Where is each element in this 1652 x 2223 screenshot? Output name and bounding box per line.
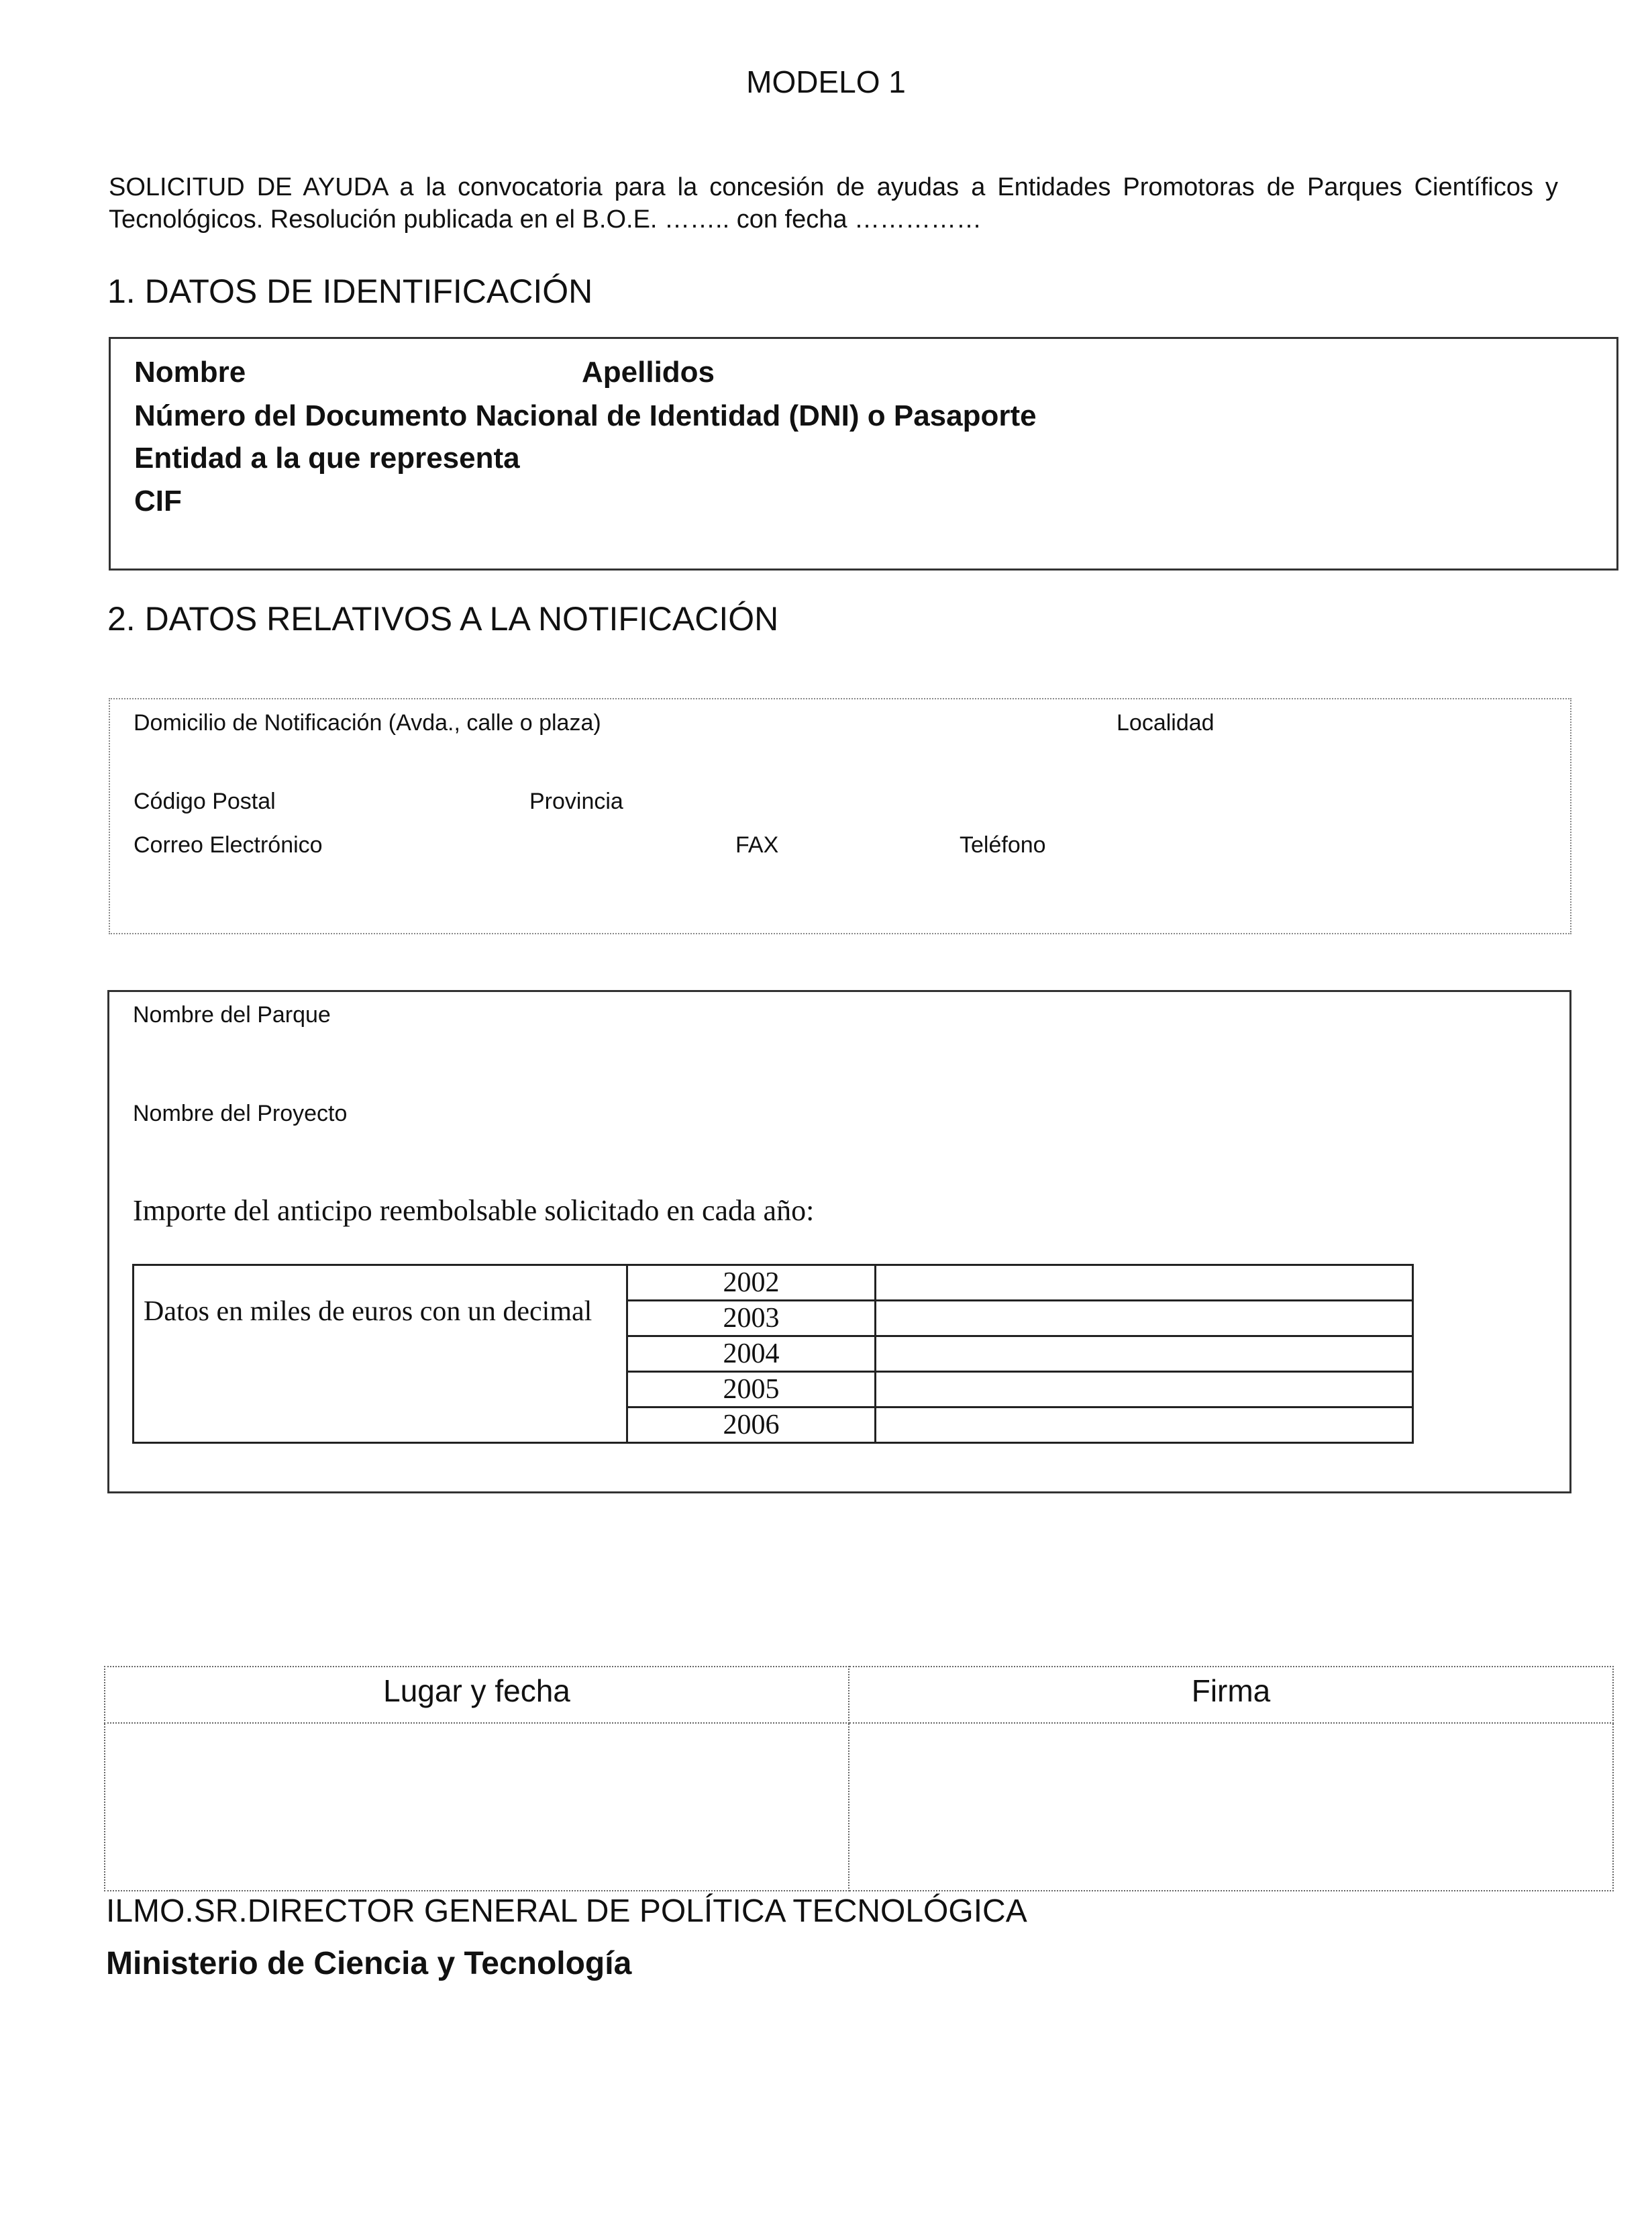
amount-cell[interactable] <box>876 1336 1413 1372</box>
table-description: Datos en miles de euros con un decimal <box>134 1265 627 1443</box>
document-title: MODELO 1 <box>746 64 906 99</box>
section-1-heading: 1. DATOS DE IDENTIFICACIÓN <box>107 273 593 310</box>
amount-cell[interactable] <box>876 1372 1413 1407</box>
label-dni: Número del Documento Nacional de Identidad (DNI) o Pasaporte <box>134 399 1037 432</box>
label-nombre: Nombre <box>134 356 246 389</box>
addressee: ILMO.SR.DIRECTOR GENERAL DE POLÍTICA TECNOLÓGICA <box>106 1893 1027 1929</box>
signature-table <box>104 1666 1614 1891</box>
firma-field[interactable] <box>849 1723 1613 1891</box>
ministry: Ministerio de Ciencia y Tecnología <box>106 1946 632 1981</box>
label-entidad: Entidad a la que representa <box>134 442 520 475</box>
label-codigo-postal: Código Postal <box>134 789 276 814</box>
year-cell: 2002 <box>627 1265 876 1301</box>
label-provincia: Provincia <box>529 789 623 814</box>
label-telefono: Teléfono <box>960 832 1046 858</box>
year-cell: 2006 <box>627 1407 876 1443</box>
year-cell: 2004 <box>627 1336 876 1372</box>
amount-cell[interactable] <box>876 1407 1413 1443</box>
label-correo: Correo Electrónico <box>134 832 323 858</box>
identification-box <box>109 337 1618 571</box>
label-importe: Importe del anticipo reembolsable solicitado en cada año: <box>133 1194 815 1227</box>
amount-cell[interactable] <box>876 1301 1413 1336</box>
label-localidad: Localidad <box>1117 710 1215 736</box>
year-cell: 2005 <box>627 1372 876 1407</box>
firma-header: Firma <box>849 1667 1613 1723</box>
label-cif: CIF <box>134 485 182 517</box>
label-apellidos: Apellidos <box>582 356 715 389</box>
label-nombre-parque: Nombre del Parque <box>133 1002 331 1028</box>
label-domicilio: Domicilio de Notificación (Avda., calle o plaza) <box>134 710 601 736</box>
intro-paragraph: SOLICITUD DE AYUDA a la convocatoria para la concesión de ayudas a Entidades Promotoras de Parques Científicos y Tecnológicos. Resolución publicada en el B.O.E. …….. con fecha …………… <box>109 173 1558 234</box>
label-nombre-proyecto: Nombre del Proyecto <box>133 1101 348 1126</box>
lugar-fecha-field[interactable] <box>105 1723 849 1891</box>
lugar-fecha-header: Lugar y fecha <box>105 1667 849 1723</box>
label-fax: FAX <box>735 832 779 858</box>
section-2-heading: 2. DATOS RELATIVOS A LA NOTIFICACIÓN <box>107 600 779 638</box>
year-cell: 2003 <box>627 1301 876 1336</box>
importe-table <box>132 1264 1414 1444</box>
amount-cell[interactable] <box>876 1265 1413 1301</box>
notification-box <box>109 698 1571 934</box>
